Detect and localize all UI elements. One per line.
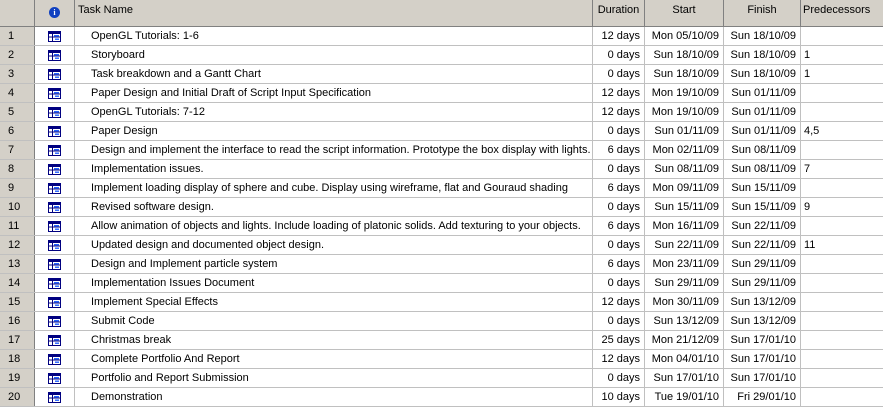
finish-cell[interactable]: Fri 29/01/10 [724,388,801,406]
start-cell[interactable]: Mon 23/11/09 [645,255,724,273]
table-row[interactable] [0,274,883,293]
table-row[interactable] [0,141,883,160]
table-row[interactable] [0,331,883,350]
table-row[interactable] [0,255,883,274]
start-cell[interactable]: Sun 29/11/09 [645,274,724,292]
predecessors-cell[interactable] [801,312,883,330]
task-name-cell[interactable]: Implement loading display of sphere and cube. Display using wireframe, flat and Gouraud shading [75,179,593,197]
start-cell[interactable]: Sun 13/12/09 [645,312,724,330]
start-cell[interactable]: Mon 04/01/10 [645,350,724,368]
table-row[interactable] [0,388,883,407]
task-calendar-icon [48,335,61,346]
finish-cell[interactable]: Sun 17/01/10 [724,331,801,349]
start-cell[interactable]: Sun 18/10/09 [645,46,724,64]
task-indicator-cell [35,388,75,406]
predecessors-cell[interactable]: 1 [804,49,811,61]
duration-column-header[interactable]: Duration [593,0,645,26]
duration-cell[interactable]: 6 days [593,141,645,159]
task-calendar-icon [48,316,61,327]
duration-cell[interactable]: 0 days [593,312,645,330]
finish-cell[interactable]: Sun 18/10/09 [724,65,801,83]
task-name-cell[interactable]: Design and Implement particle system [75,255,593,273]
task-name-cell[interactable]: Task breakdown and a Gantt Chart [75,65,593,83]
table-row[interactable] [0,217,883,236]
start-cell[interactable]: Sun 01/11/09 [645,122,724,140]
task-name-cell[interactable]: Paper Design and Initial Draft of Script Input Specification [75,84,593,102]
start-cell[interactable]: Mon 21/12/09 [645,331,724,349]
task-name-cell[interactable]: Updated design and documented object design. [75,236,593,254]
table-row[interactable] [0,122,883,141]
duration-cell[interactable]: 6 days [593,179,645,197]
task-name-cell[interactable]: Storyboard [75,46,593,64]
row-number[interactable]: 13 [0,255,35,273]
duration-cell[interactable]: 12 days [593,103,645,121]
duration-cell[interactable]: 6 days [593,255,645,273]
predecessors-column-header[interactable]: Predecessors [803,4,871,16]
start-cell[interactable]: Tue 19/01/10 [645,388,724,406]
predecessors-cell[interactable]: 11 [804,239,816,251]
task-indicator-cell [35,198,75,216]
task-calendar-icon [48,183,61,194]
task-calendar-icon [48,259,61,270]
task-calendar-icon [48,145,61,156]
table-row[interactable] [0,293,883,312]
task-name-cell[interactable]: Implementation Issues Document [75,274,593,292]
row-number[interactable]: 4 [0,84,35,102]
task-calendar-icon [48,297,61,308]
table-row[interactable] [0,103,883,122]
task-calendar-icon [48,50,61,61]
finish-cell[interactable]: Sun 15/11/09 [724,198,801,216]
row-number[interactable]: 9 [0,179,35,197]
start-cell[interactable]: Mon 05/10/09 [645,27,724,45]
finish-cell[interactable]: Sun 13/12/09 [724,312,801,330]
indicators-column-header[interactable] [35,0,75,26]
row-number[interactable]: 11 [0,217,35,235]
finish-cell[interactable]: Sun 01/11/09 [724,84,801,102]
task-indicator-cell [35,84,75,102]
duration-cell[interactable]: 0 days [593,46,645,64]
task-calendar-icon [48,107,61,118]
row-number[interactable]: 20 [0,388,35,406]
task-name-cell[interactable]: OpenGL Tutorials: 1-6 [75,27,593,45]
predecessors-cell[interactable] [801,141,883,159]
predecessors-cell[interactable] [801,179,883,197]
start-cell[interactable]: Sun 17/01/10 [645,369,724,387]
task-indicator-cell [35,27,75,45]
finish-cell[interactable]: Sun 01/11/09 [724,122,801,140]
task-calendar-icon [48,221,61,232]
finish-cell[interactable]: Sun 15/11/09 [724,179,801,197]
row-number[interactable]: 14 [0,274,35,292]
duration-cell[interactable]: 0 days [593,369,645,387]
finish-cell[interactable]: Sun 01/11/09 [724,103,801,121]
table-row[interactable] [0,84,883,103]
finish-cell[interactable]: Sun 18/10/09 [724,46,801,64]
task-indicator-cell [35,236,75,254]
predecessors-cell[interactable]: 7 [804,163,811,175]
predecessors-cell[interactable] [801,350,883,368]
row-number[interactable]: 17 [0,331,35,349]
predecessors-cell[interactable] [801,84,883,102]
task-name-cell[interactable]: Revised software design. [75,198,593,216]
duration-cell[interactable]: 0 days [593,122,645,140]
task-name-cell[interactable]: Demonstration [75,388,593,406]
table-row[interactable] [0,198,883,217]
task-indicator-cell [35,217,75,235]
task-indicator-cell [35,369,75,387]
task-calendar-icon [48,240,61,251]
predecessors-cell[interactable]: 4,5 [804,125,820,137]
task-name-cell[interactable]: Implementation issues. [75,160,593,178]
row-number[interactable]: 15 [0,293,35,311]
finish-cell[interactable]: Sun 22/11/09 [724,217,801,235]
task-indicator-cell [35,103,75,121]
task-name-cell[interactable]: Submit Code [75,312,593,330]
row-number[interactable]: 2 [0,46,35,64]
task-indicator-cell [35,46,75,64]
predecessors-cell[interactable] [801,255,883,273]
task-calendar-icon [48,202,61,213]
task-indicator-cell [35,331,75,349]
task-indicator-cell [35,350,75,368]
duration-cell[interactable]: 0 days [593,160,645,178]
duration-cell[interactable]: 6 days [593,217,645,235]
duration-cell[interactable]: 25 days [593,331,645,349]
task-name-cell[interactable]: OpenGL Tutorials: 7-12 [75,103,593,121]
row-number[interactable]: 10 [0,198,35,216]
task-indicator-cell [35,122,75,140]
task-name-cell[interactable]: Implement Special Effects [75,293,593,311]
row-number[interactable]: 16 [0,312,35,330]
duration-cell[interactable]: 10 days [593,388,645,406]
task-indicator-cell [35,293,75,311]
predecessors-cell[interactable] [801,331,883,349]
duration-cell[interactable]: 12 days [593,27,645,45]
row-number[interactable]: 18 [0,350,35,368]
start-cell[interactable]: Sun 15/11/09 [645,198,724,216]
table-row[interactable] [0,236,883,255]
start-cell[interactable]: Mon 02/11/09 [645,141,724,159]
info-icon: i [49,7,60,18]
row-number[interactable]: 1 [0,27,35,45]
row-number[interactable]: 6 [0,122,35,140]
task-indicator-cell [35,312,75,330]
predecessors-cell[interactable] [801,293,883,311]
task-name-column-header[interactable]: Task Name [75,0,593,26]
task-indicator-cell [35,160,75,178]
start-cell[interactable]: Mon 09/11/09 [645,179,724,197]
duration-cell[interactable]: 12 days [593,293,645,311]
task-name-cell[interactable]: Portfolio and Report Submission [75,369,593,387]
predecessors-cell[interactable] [801,274,883,292]
finish-cell[interactable]: Sun 17/01/10 [724,350,801,368]
start-cell[interactable]: Mon 19/10/09 [645,103,724,121]
duration-cell[interactable]: 12 days [593,350,645,368]
task-calendar-icon [48,373,61,384]
task-calendar-icon [48,31,61,42]
task-name-cell[interactable]: Christmas break [75,331,593,349]
finish-cell[interactable]: Sun 08/11/09 [724,141,801,159]
table-row[interactable] [0,27,883,46]
finish-cell[interactable]: Sun 17/01/10 [724,369,801,387]
select-all-corner[interactable] [0,0,35,26]
start-cell[interactable]: Mon 19/10/09 [645,84,724,102]
predecessors-cell[interactable]: 1 [804,68,811,80]
start-cell[interactable]: Sun 22/11/09 [645,236,724,254]
start-cell[interactable]: Sun 08/11/09 [645,160,724,178]
finish-column-header[interactable]: Finish [724,0,801,26]
table-row[interactable] [0,369,883,388]
task-calendar-icon [48,164,61,175]
task-calendar-icon [48,69,61,80]
finish-cell[interactable]: Sun 13/12/09 [724,293,801,311]
table-row[interactable] [0,160,883,179]
task-name-cell[interactable]: Allow animation of objects and lights. Include loading of platonic solids. Add texturing to your objects. [75,217,593,235]
predecessors-cell[interactable]: 9 [804,201,811,213]
table-row[interactable] [0,312,883,331]
task-indicator-cell [35,141,75,159]
row-number[interactable]: 7 [0,141,35,159]
row-number[interactable]: 5 [0,103,35,121]
start-cell[interactable]: Mon 16/11/09 [645,217,724,235]
duration-cell[interactable]: 0 days [593,65,645,83]
finish-cell[interactable]: Sun 29/11/09 [724,274,801,292]
task-calendar-icon [48,126,61,137]
row-number[interactable]: 12 [0,236,35,254]
task-name-cell[interactable]: Complete Portfolio And Report [75,350,593,368]
table-row[interactable] [0,179,883,198]
task-indicator-cell [35,65,75,83]
table-row[interactable] [0,65,883,84]
task-name-cell[interactable]: Paper Design [75,122,593,140]
duration-cell[interactable]: 0 days [593,198,645,216]
finish-cell[interactable]: Sun 08/11/09 [724,160,801,178]
predecessors-cell[interactable] [801,217,883,235]
duration-cell[interactable]: 12 days [593,84,645,102]
row-number[interactable]: 3 [0,65,35,83]
finish-cell[interactable]: Sun 18/10/09 [724,27,801,45]
start-column-header[interactable]: Start [645,0,724,26]
duration-cell[interactable]: 0 days [593,236,645,254]
task-indicator-cell [35,274,75,292]
task-indicator-cell [35,179,75,197]
predecessors-cell[interactable] [801,388,883,406]
table-row[interactable] [0,46,883,65]
row-number[interactable]: 8 [0,160,35,178]
predecessors-cell[interactable] [801,369,883,387]
task-name-cell[interactable]: Design and implement the interface to read the script information. Prototype the box display with lights. [75,141,593,159]
finish-cell[interactable]: Sun 29/11/09 [724,255,801,273]
task-indicator-cell [35,255,75,273]
table-row[interactable] [0,350,883,369]
predecessors-cell[interactable] [801,27,883,45]
duration-cell[interactable]: 0 days [593,274,645,292]
start-cell[interactable]: Sun 18/10/09 [645,65,724,83]
row-number[interactable]: 19 [0,369,35,387]
task-calendar-icon [48,392,61,403]
start-cell[interactable]: Mon 30/11/09 [645,293,724,311]
table-header [0,0,883,27]
task-calendar-icon [48,88,61,99]
predecessors-cell[interactable] [801,103,883,121]
finish-cell[interactable]: Sun 22/11/09 [724,236,801,254]
task-calendar-icon [48,278,61,289]
task-calendar-icon [48,354,61,365]
